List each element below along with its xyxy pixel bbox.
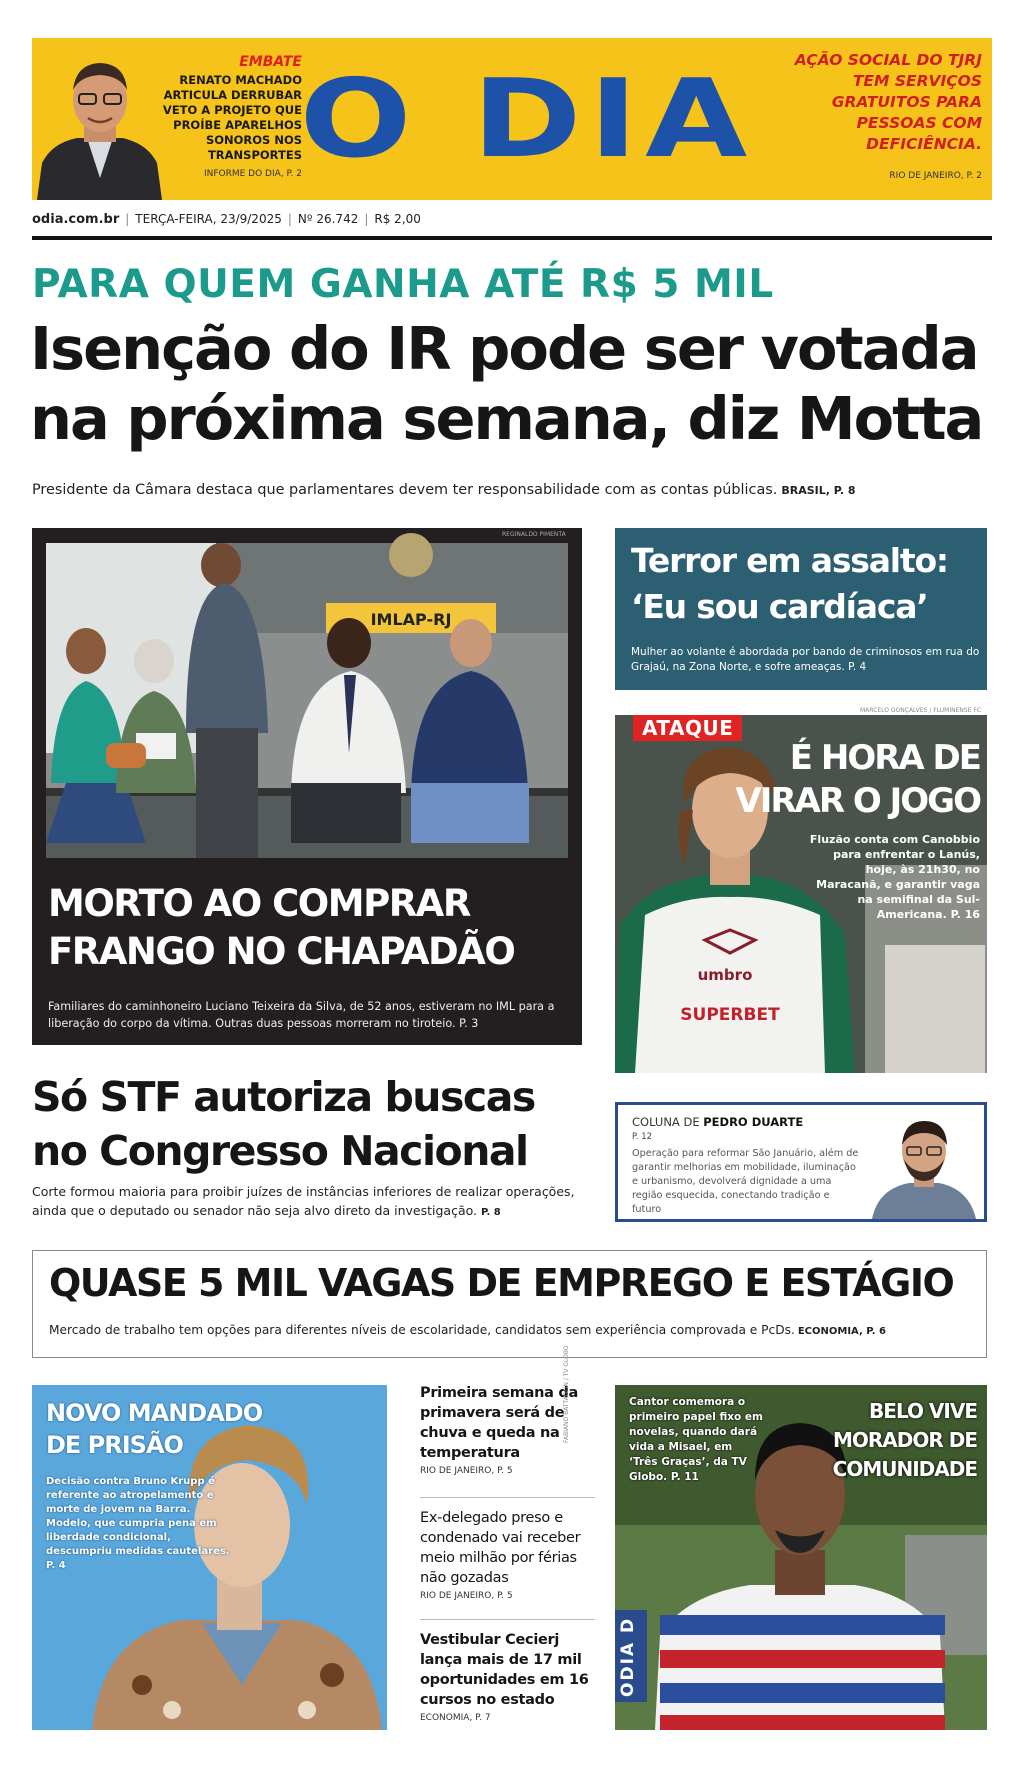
ataque-caption-text: Fluzão conta com Canobbio para enfrentar o Lanús, hoje, às 21h30, no Maracanã, e garantir vaga na semifinal da Sul-Americana. <box>809 833 980 921</box>
belo-story[interactable] <box>563 1345 987 1730</box>
embate-ref: INFORME DO DIA, P. 2 <box>203 169 302 179</box>
lead-headline-line: na próxima semana, diz Motta <box>30 384 983 453</box>
belo-caption <box>629 1395 764 1485</box>
morto-headline-line: MORTO AO COMPRAR <box>48 882 470 925</box>
novo-ref: P. 4 <box>46 1560 66 1571</box>
shirt-sponsor: SUPERBET <box>680 1005 780 1025</box>
embate-kicker: EMBATE <box>239 54 302 70</box>
belo-headline-line: BELO VIVE <box>869 1399 977 1423</box>
morto-caption <box>48 998 573 1032</box>
brief-cecierj[interactable] <box>420 1630 595 1723</box>
dateline: odia.com.br | TERÇA-FEIRA, 23/9/2025 | Nº 26.742 | R$ 2,00 <box>32 212 421 227</box>
lead-ref: BRASIL, P. 8 <box>781 484 856 497</box>
imlap-sign: IMLAP-RJ <box>370 610 452 629</box>
vagas-summary-text: Mercado de trabalho tem opções para diferentes níveis de escolaridade, candidatos sem experiência comprovada e PcDs. <box>49 1323 795 1337</box>
terror-headline-line: Terror em assalto: <box>631 541 948 580</box>
morto-story[interactable] <box>32 528 582 1045</box>
stf-headline[interactable] <box>32 1070 592 1178</box>
pedro-duarte-photo <box>864 1109 982 1219</box>
belo-headline-line: COMUNIDADE <box>832 1457 977 1481</box>
terror-caption-text: Mulher ao volante é abordada por bando de criminosos em rua do Grajaú, na Zona Norte, e sofre ameaças. <box>631 646 980 673</box>
terror-story[interactable] <box>615 528 987 690</box>
morto-headline-line: FRANGO NO CHAPADÃO <box>48 930 515 973</box>
brief-divider <box>420 1497 595 1498</box>
lead-headline-line: Isenção do IR pode ser votada <box>30 314 978 383</box>
column-author: PEDRO DUARTE <box>703 1115 804 1129</box>
masthead <box>32 38 992 200</box>
lead-kicker: PARA QUEM GANHA ATÉ R$ 5 MIL <box>32 262 774 307</box>
vagas-ref: ECONOMIA, P. 6 <box>797 1326 886 1337</box>
issue-price: R$ 2,00 <box>374 212 421 226</box>
novo-headline-line: NOVO MANDADO <box>46 1399 263 1427</box>
logo-text: O DIA <box>299 57 755 182</box>
brief-ref: RIO DE JANEIRO, P. 5 <box>420 1466 513 1476</box>
masthead-rule <box>32 236 992 240</box>
terror-caption <box>631 645 981 675</box>
lead-summary <box>32 482 1002 498</box>
morto-headline[interactable] <box>48 880 578 976</box>
brief-title: Ex-delegado preso e condenado vai receber meio milhão por férias não gozadas <box>420 1510 581 1586</box>
ataque-ref: P. 16 <box>950 908 980 921</box>
column-title <box>632 1115 862 1129</box>
photo-credit: FABIANO BATTAGLIN / TV GLOBO <box>563 1345 570 1443</box>
belo-headline[interactable] <box>805 1397 977 1484</box>
terror-headline-line: ‘Eu sou cardíaca’ <box>631 587 928 626</box>
issue-number: Nº 26.742 <box>297 212 359 226</box>
stf-headline-line: no Congresso Nacional <box>32 1127 528 1175</box>
novo-caption <box>46 1475 231 1573</box>
morto-ref: P. 3 <box>459 1017 479 1030</box>
belo-ref: P. 11 <box>670 1471 699 1483</box>
column-page: P. 12 <box>632 1132 653 1142</box>
belo-headline-line: MORADOR DE <box>832 1428 977 1452</box>
novo-caption-text: Decisão contra Bruno Krupp é referente ao atropelamento e morte de jovem na Barra. Modelo, que cumpria pena em liberdade condicional, descumpriu medidas cautelares. <box>46 1476 230 1557</box>
photo-credit: MARCELO GONÇALVES / FLUMINENSE FC <box>860 707 982 714</box>
iml-family-photo <box>46 543 568 858</box>
acao-social-ref: RIO DE JANEIRO, P. 2 <box>889 171 982 181</box>
vagas-summary <box>49 1323 984 1337</box>
stf-headline-line: Só STF autoriza buscas <box>32 1073 535 1121</box>
column-prefix: COLUNA DE <box>632 1115 700 1129</box>
stf-ref: P. 8 <box>481 1207 501 1218</box>
terror-headline[interactable] <box>631 538 981 630</box>
morto-caption-text: Familiares do caminhoneiro Luciano Teixeira da Silva, de 52 anos, estiveram no IML para a liberação do corpo da vítima. Outras duas pessoas morreram no tiroteio. <box>48 1000 555 1030</box>
brief-divider <box>420 1619 595 1620</box>
stf-summary <box>32 1182 592 1222</box>
ataque-story[interactable] <box>615 715 987 1073</box>
brief-ref: RIO DE JANEIRO, P. 5 <box>420 1591 513 1601</box>
site-url[interactable]: odia.com.br <box>32 212 120 227</box>
odia-d-label: ODIA D <box>618 1616 638 1697</box>
embate-teaser[interactable]: RENATO MACHADO ARTICULA DERRUBAR VETO A PROJETO QUE PROÍBE APARELHOS SONOROS NOS TRANSPORTES <box>162 73 302 162</box>
brief-ref: ECONOMIA, P. 7 <box>420 1713 491 1723</box>
brief-title: Primeira semana da primavera será de chuva e queda na temperatura <box>420 1385 578 1461</box>
shirt-brand: umbro <box>697 966 753 984</box>
novo-headline-line: DE PRISÃO <box>46 1431 183 1459</box>
ataque-badge: ATAQUE <box>633 715 742 741</box>
brief-ex-delegado[interactable] <box>420 1508 595 1601</box>
brief-title: Vestibular Cecierj lança mais de 17 mil oportunidades em 16 cursos no estado <box>420 1632 589 1708</box>
column-pedro-duarte[interactable] <box>615 1102 987 1222</box>
ataque-headline-line: VIRAR O JOGO <box>735 781 980 821</box>
ataque-caption <box>805 832 980 922</box>
vagas-story[interactable] <box>32 1250 987 1358</box>
terror-ref: P. 4 <box>848 661 867 673</box>
lead-summary-text: Presidente da Câmara destaca que parlamentares devem ter responsabilidade com as contas públicas. <box>32 482 778 498</box>
column-text: Operação para reformar São Januário, além de garantir melhorias em mobilidade, iluminação e urbanismo, devolverá dignidade a uma região esquecida, conectando tradição e futuro <box>632 1148 859 1215</box>
lead-headline[interactable] <box>30 314 1000 454</box>
vagas-headline[interactable]: QUASE 5 MIL VAGAS DE EMPREGO E ESTÁGIO <box>49 1261 954 1305</box>
ataque-headline[interactable] <box>735 737 980 823</box>
belo-caption-text: Cantor comemora o primeiro papel fixo em novelas, quando dará vida a Misael, em ‘Três Graças’, da TV Globo. <box>629 1396 763 1483</box>
stf-summary-text: Corte formou maioria para proibir juízes de instâncias inferiores de realizar operações, ainda que o deputado ou senador não seja alvo direto da investigação. <box>32 1184 575 1218</box>
novo-mandado-story[interactable] <box>32 1385 387 1730</box>
acao-social-teaser[interactable]: AÇÃO SOCIAL DO TJRJ TEM SERVIÇOS GRATUITOS PARA PESSOAS COM DEFICIÊNCIA. <box>794 51 982 153</box>
novo-headline[interactable] <box>46 1397 266 1461</box>
ataque-headline-line: É HORA DE <box>789 738 980 778</box>
o-dia-logo[interactable] <box>287 57 767 182</box>
photo-credit: REGINALDO PIMENTA <box>502 531 566 538</box>
issue-date: TERÇA-FEIRA, 23/9/2025 <box>135 212 282 226</box>
